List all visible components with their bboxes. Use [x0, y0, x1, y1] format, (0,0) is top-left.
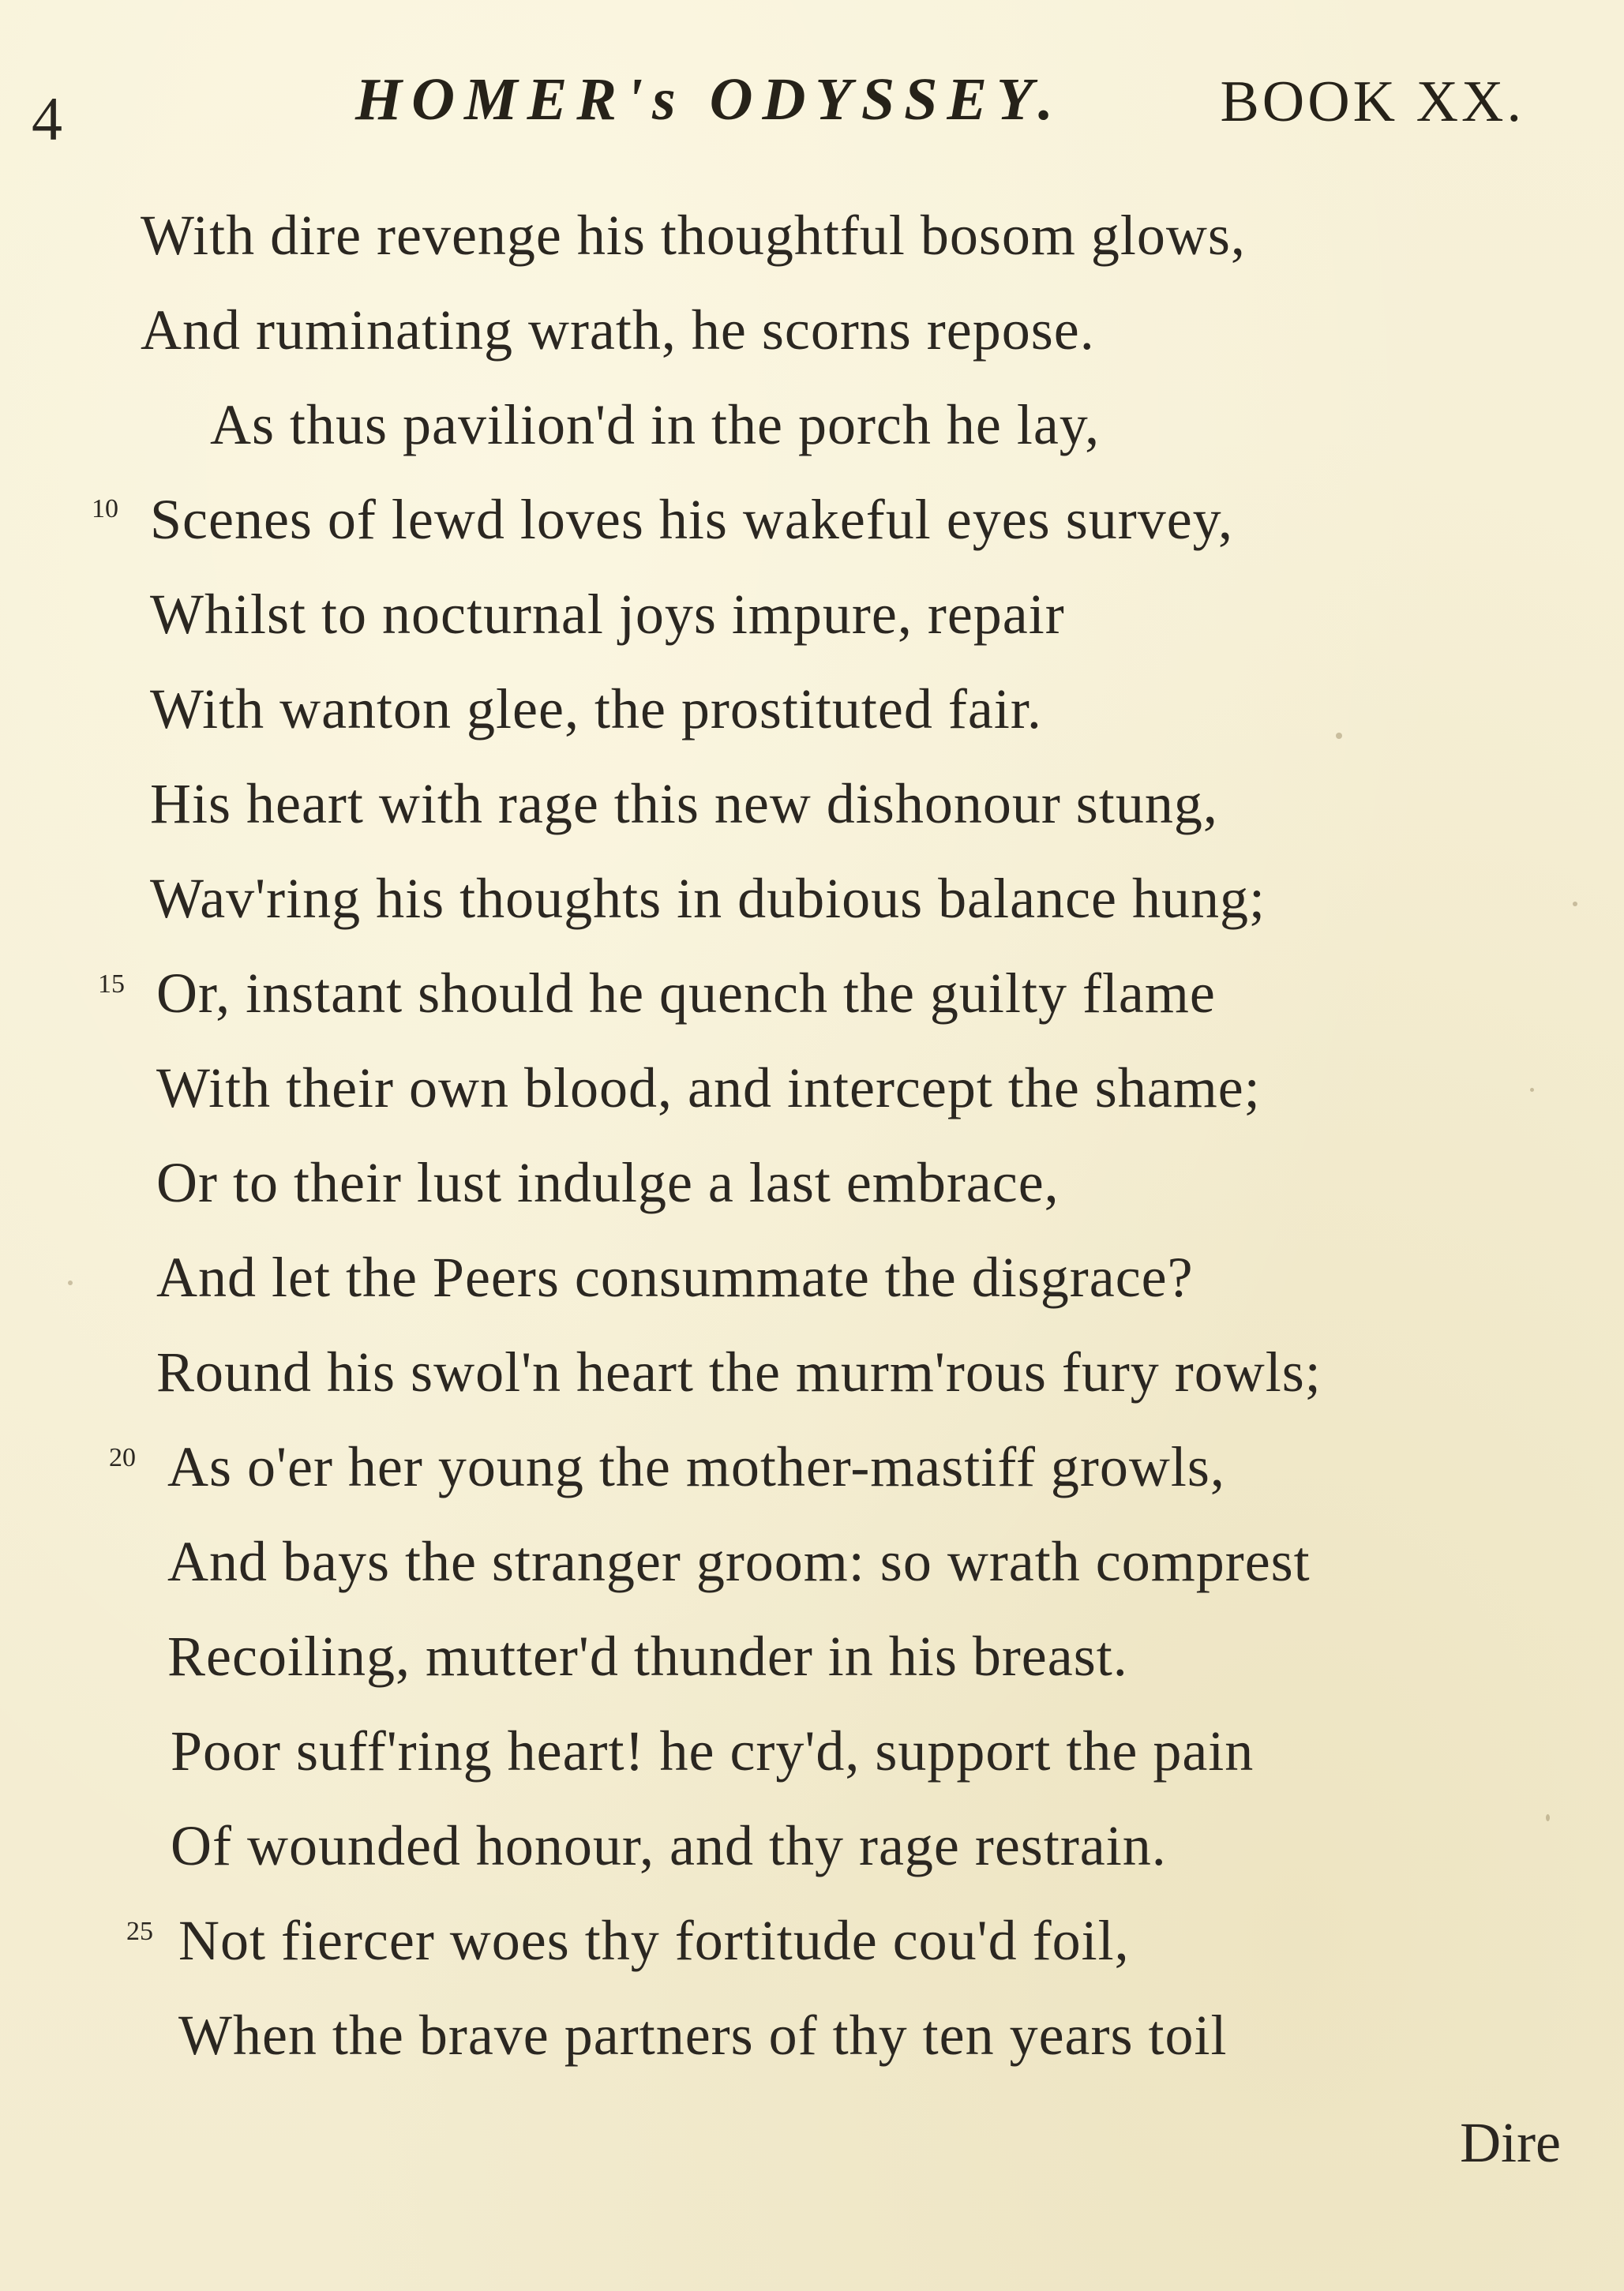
verse-line-20: When the brave partners of thy ten years toil [178, 2004, 1228, 2067]
verse-line-13: Round his swol'n heart the murm'rous fury rowls; [156, 1340, 1322, 1404]
line-number-15: 15 [98, 969, 125, 999]
verse-line-16: Recoiling, mutter'd thunder in his breast. [167, 1625, 1128, 1688]
line-number-10: 10 [92, 494, 118, 523]
paper-speck [1530, 1088, 1534, 1092]
verse-line-19: Not fiercer woes thy fortitude cou'd foil, [178, 1909, 1130, 1972]
verse-line-10: With their own blood, and intercept the shame; [156, 1056, 1261, 1119]
verse-line-5: Whilst to nocturnal joys impure, repair [150, 583, 1065, 646]
paper-speck [1546, 1814, 1550, 1821]
book-label: BOOK XX. [1220, 69, 1525, 134]
verse-line-8: Wav'ring his thoughts in dubious balance hung; [150, 867, 1266, 930]
paper-speck [1573, 902, 1577, 906]
running-title: HOMER's ODYSSEY. [355, 66, 1063, 133]
verse-line-1: With dire revenge his thoughtful bosom glows, [141, 204, 1246, 267]
paper-speck [1336, 733, 1342, 739]
verse-line-12: And let the Peers consummate the disgrace? [156, 1246, 1194, 1309]
verse-line-15: And bays the stranger groom: so wrath comprest [167, 1530, 1311, 1593]
verse-line-18: Of wounded honour, and thy rage restrain. [171, 1814, 1167, 1877]
page-number: 4 [32, 84, 62, 153]
verse-line-2: And ruminating wrath, he scorns repose. [141, 298, 1095, 362]
verse-line-4: Scenes of lewd loves his wakeful eyes survey, [150, 488, 1233, 551]
verse-line-9: Or, instant should he quench the guilty flame [156, 962, 1216, 1025]
paper-speck [68, 1280, 73, 1285]
line-number-25: 25 [126, 1917, 153, 1946]
verse-line-7: His heart with rage this new dishonour stung, [150, 772, 1218, 835]
verse-line-11: Or to their lust indulge a last embrace, [156, 1151, 1060, 1214]
verse-line-17: Poor suff'ring heart! he cry'd, support the pain [171, 1719, 1255, 1783]
verse-line-3: As thus pavilion'd in the porch he lay, [210, 393, 1101, 456]
catchword: Dire [1460, 2111, 1561, 2174]
verse-line-14: As o'er her young the mother-mastiff growls, [167, 1435, 1225, 1498]
verse-line-6: With wanton glee, the prostituted fair. [150, 677, 1042, 741]
line-number-20: 20 [109, 1443, 136, 1472]
